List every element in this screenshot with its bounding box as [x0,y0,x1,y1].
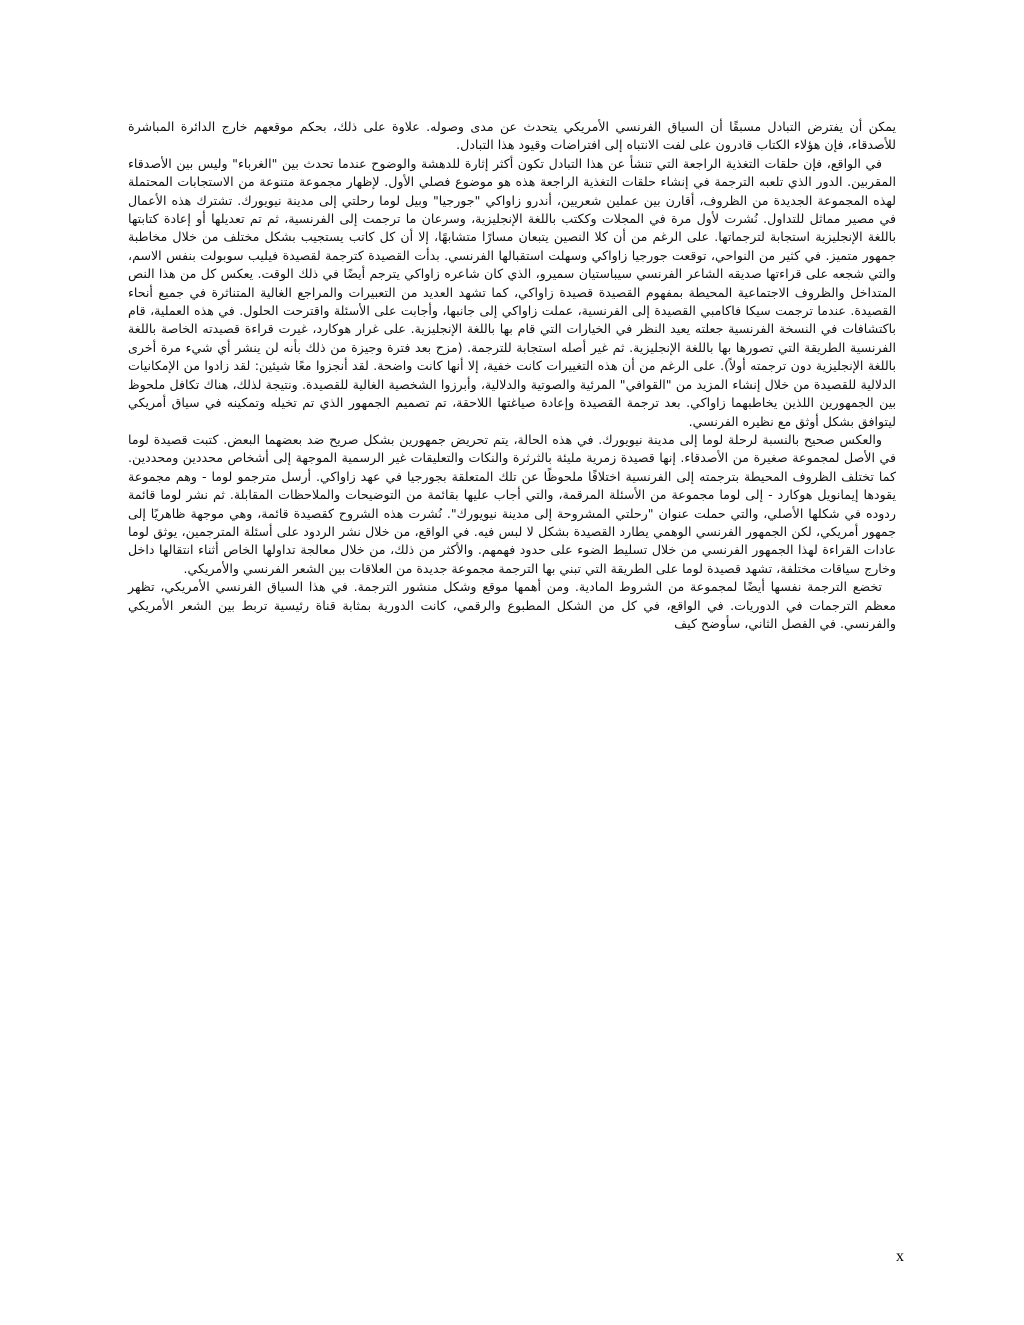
paragraph-1: يمكن أن يفترض التبادل مسبقًا أن السياق الفرنسي الأمريكي يتحدث عن مدى وصوله. علاوة على ذلك، بحكم موقعهم خارج الدائرة المباشرة للأصدقاء، فإن هؤلاء الكتاب قادرون على لفت الانتباه إلى افتراضات وقيود هذا التبادل. [128,119,896,153]
body-text [128,118,896,633]
paragraph-3: والعكس صحيح بالنسبة لرحلة لوما إلى مدينة نيويورك. في هذه الحالة، يتم تحريض جمهورين بشكل صريح ضد بعضهما البعض. كتبت قصيدة لوما في الأصل لمجموعة صغيرة من الأصدقاء. إنها قصيدة زمرية مليئة بالثرثرة والنكات والتعليقات غير الرسمية الموجهة إلى أشخاص محددين ومحددين. كما تختلف الظروف المحيطة بترجمته إلى الفرنسية اختلافًا ملحوظًا عن تلك المتعلقة بجورجيا في عهد زاواكي. أرسل مترجمو لوما - وهم مجموعة يقودها إيمانويل هوكارد - إلى لوما مجموعة من الأسئلة المرقمة، والتي أجاب عليها بقائمة من التوضيحات والملاحظات المقابلة. ثم نشر لوما قائمة ردوده في شكلها الأصلي، والتي حملت عنوان "رحلتي المشروحة إلى مدينة نيويورك". نُشرت هذه الشروح كقصيدة قائمة، وهي موجهة ظاهريًا إلى جمهور أمريكي، لكن الجمهور الفرنسي الوهمي يطارد القصيدة بشكل لا لبس فيه. في الواقع، من خلال نشر الردود على أسئلة المترجمين، يوثق لوما عادات القراءة لهذا الجمهور الفرنسي من خلال تسليط الضوء على حدود فهمهم. والأكثر من ذلك، من خلال معالجة تداولها الخاص أثناء انتقالها داخل وخارج سياقات مختلفة، تشهد قصيدة لوما على الطريقة التي تبني بها الترجمة مجموعة جديدة من العلاقات بين الشعر الفرنسي والأمريكي. [128,431,896,576]
page-number: x [896,1248,904,1265]
paragraph-2: في الواقع، فإن حلقات التغذية الراجعة التي تنشأ عن هذا التبادل تكون أكثر إثارة للدهشة والوضوح عندما تحدث بين "الغرباء" وليس بين الأصدقاء المقربين. الدور الذي تلعبه الترجمة في إنشاء حلقات التغذية الراجعة هذه هو موضوع فصلي الأول. لإظهار مجموعة متنوعة من الاستجابات المحتملة لهذه المجموعة الجديدة من الظروف، أقارن بين عملين شعريين، أندرو زاواكي "جورجيا" وبيل لوما رحلتي إلى مدينة نيويورك. تشترك هذه الأعمال في مصير مماثل للتداول. نُشرت لأول مرة في المجلات وككتب باللغة الإنجليزية، وسرعان ما ترجمت إلى الفرنسية، ثم تم تعديلها أو إعادة كتابتها باللغة الإنجليزية استجابة لترجماتها. على الرغم من أن كلا النصين يتبعان مسارًا متشابهًا، إلا أن كل كاتب يستجيب بشكل مختلف من خلال مخاطبة جمهور متميز. في كثير من النواحي، توقعت جورجيا زاواكي وسهلت استقبالها الفرنسي. بدأت القصيدة كترجمة لقصيدة فيليب سوبولت بنفس الاسم، والتي شجعه على قراءتها صديقه الشاعر الفرنسي سيباستيان سميرو، الذي كان شاعره زاواكي يترجم أيضًا في ذلك الوقت. يعكس كل من هذا النص المتداخل والظروف الاجتماعية المحيطة بمفهوم القصيدة قصيدة زاواكي، كما تشهد العديد من التعبيرات والمراجع الغالية المتناثرة في جميع أنحاء القصيدة. عندما ترجمت سيكا فاكامبي القصيدة إلى الفرنسية، عملت زاواكي إلى جانبها، وأجابت على الأسئلة واقترحت الحلول. في هذه العملية، قام باكتشافات في النسخة الفرنسية جعلته يعيد النظر في الخيارات التي قام بها باللغة الإنجليزية. على غرار هوكارد، غيرت قراءة قصيدته الخاصة باللغة الفرنسية الطريقة التي تصورها بها باللغة الإنجليزية. ثم غير أصله استجابة للترجمة. (مزح بعد فترة وجيزة من ذلك بأنه لن ينشر أي شيء مرة أخرى باللغة الإنجليزية دون ترجمته أولاً). على الرغم من أن هذه التغييرات كانت خفية، إلا أنها كانت واضحة. لقد أنجزوا معًا شيئين: لقد زادوا من الإمكانيات الدلالية للقصيدة من خلال إنشاء المزيد من "القوافي" المرئية والصوتية والدلالية، وأبرزوا الشخصية الغالية للقصيدة. ونتيجة لذلك، هناك تكافل ملحوظ بين الجمهورين اللذين يخاطبهما زاواكي. بعد ترجمة القصيدة وإعادة صياغتها اللاحقة، تم تصميم الجمهور الذي تم تخيله وتمكينه في سياق أمريكي ليتوافق بشكل أوثق مع نظيره الفرنسي. [128,155,896,429]
paragraph-4: تخضع الترجمة نفسها أيضًا لمجموعة من الشروط المادية. ومن أهمها موقع وشكل منشور الترجمة. في هذا السياق الفرنسي الأمريكي، تظهر معظم الترجمات في الدوريات. في الواقع، في كل من الشكل المطبوع والرقمي، كانت الدورية بمثابة قناة رئيسية تربط بين الشعر الأمريكي والفرنسي. في الفصل الثاني، سأوضح كيف [128,579,896,631]
